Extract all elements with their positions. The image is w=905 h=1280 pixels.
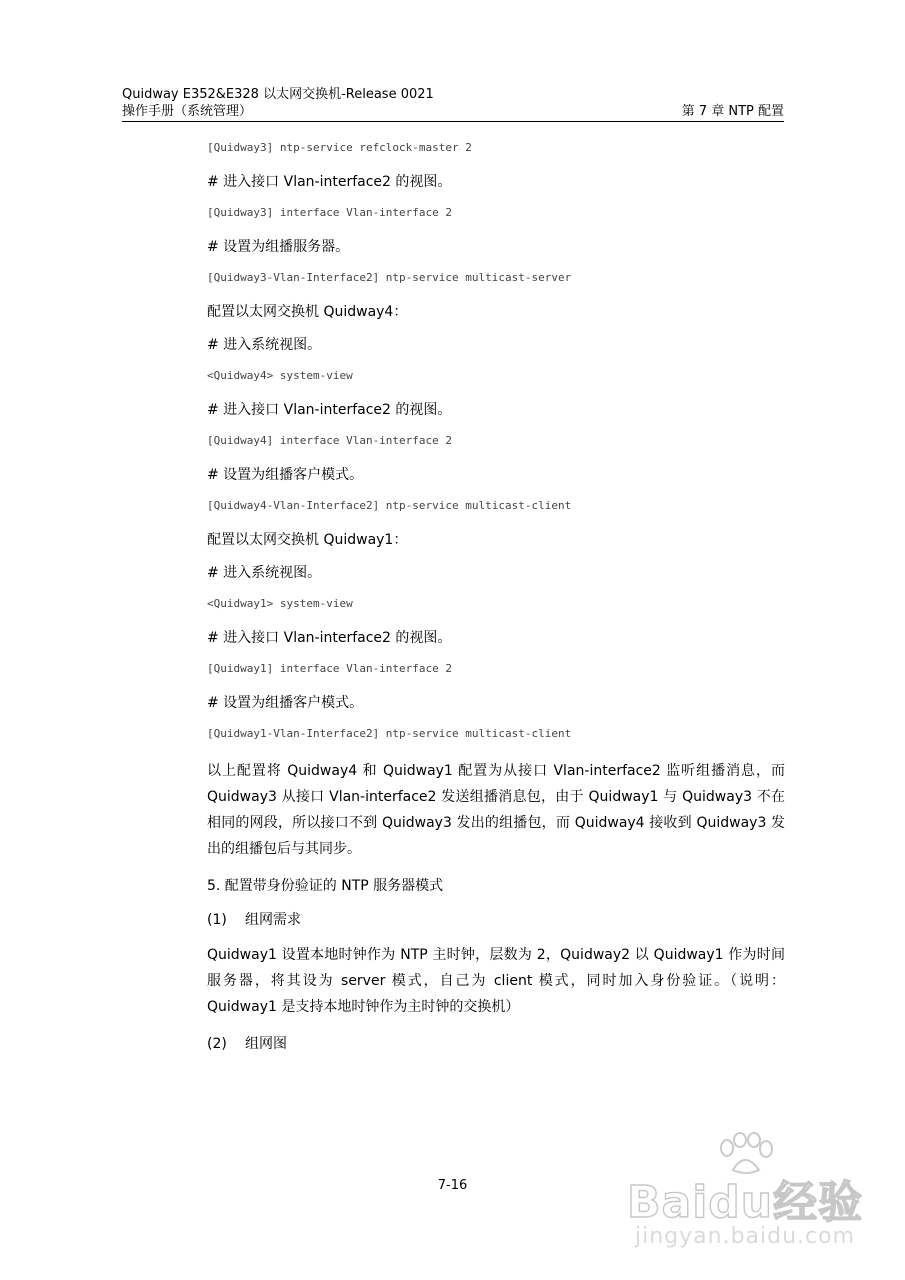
paragraph: # 设置为组播客户模式。 — [207, 467, 364, 483]
page-body — [207, 140, 785, 1066]
chapter-title: 第 7 章 NTP 配置 — [681, 104, 784, 119]
paragraph: # 进入接口 Vlan-interface2 的视图。 — [207, 630, 452, 646]
code-line: [Quidway1-Vlan-Interface2] ntp-service multicast-client — [207, 727, 572, 740]
watermark-url: jingyan.baidu.com — [635, 1224, 856, 1249]
code-line: [Quidway3] interface Vlan-interface 2 — [207, 206, 453, 219]
paragraph: # 进入接口 Vlan-interface2 的视图。 — [207, 174, 452, 190]
manual-name: 操作手册（系统管理） — [122, 104, 253, 119]
numbered-item — [207, 910, 785, 930]
code-line: <Quidway1> system-view — [207, 597, 353, 610]
baidu-watermark — [627, 1132, 867, 1252]
paragraph: # 进入系统视图。 — [207, 337, 322, 353]
numbered-item — [207, 1034, 785, 1054]
paragraph: Quidway1 设置本地时钟作为 NTP 主时钟，层数为 2，Quidway2 以 Quidway1 作为时间服务器，将其设为 server 模式，自己为 client 模式，同时加入身份验证。（说明：Quidway1 是支持本地时钟作为主时钟的交换机） — [207, 947, 785, 1015]
paragraph: 配置以太网交换机 Quidway1： — [207, 532, 408, 548]
paragraph: 以上配置将 Quidway4 和 Quidway1 配置为从接口 Vlan-interface2 监听组播消息，而 Quidway3 从接口 Vlan-interface2 发送组播消息包，由于 Quidway1 与 Quidway3 不在相同的网段，所以接口不到 Quidway3 发出的组播包，而 Quidway4 接收到 Quidway3 发出的组播包后与其同步。 — [207, 763, 785, 857]
paragraph: 配置以太网交换机 Quidway4： — [207, 304, 408, 320]
page-number: 7-16 — [437, 1178, 468, 1193]
paragraph: # 进入接口 Vlan-interface2 的视图。 — [207, 402, 452, 418]
watermark-brand: Baidu经验 — [627, 1177, 864, 1228]
item-number: (2) — [207, 1036, 227, 1052]
item-text: 组网图 — [245, 1036, 287, 1052]
paragraph: # 设置为组播服务器。 — [207, 239, 350, 255]
code-line: [Quidway4] interface Vlan-interface 2 — [207, 434, 453, 447]
section-heading: 5. 配置带身份验证的 NTP 服务器模式 — [207, 878, 444, 894]
document-title: Quidway E352&E328 以太网交换机-Release 0021 — [122, 87, 434, 102]
item-number: (1) — [207, 912, 227, 928]
item-text: 组网需求 — [245, 912, 301, 928]
code-line: [Quidway4-Vlan-Interface2] ntp-service multicast-client — [207, 499, 572, 512]
page-header — [122, 86, 784, 120]
header-rule — [122, 121, 784, 122]
code-line: [Quidway3-Vlan-Interface2] ntp-service multicast-server — [207, 271, 572, 284]
code-line: [Quidway3] ntp-service refclock-master 2 — [207, 141, 472, 154]
paragraph: # 设置为组播客户模式。 — [207, 695, 364, 711]
code-line: [Quidway1] interface Vlan-interface 2 — [207, 662, 453, 675]
paragraph: # 进入系统视图。 — [207, 565, 322, 581]
code-line: <Quidway4> system-view — [207, 369, 353, 382]
